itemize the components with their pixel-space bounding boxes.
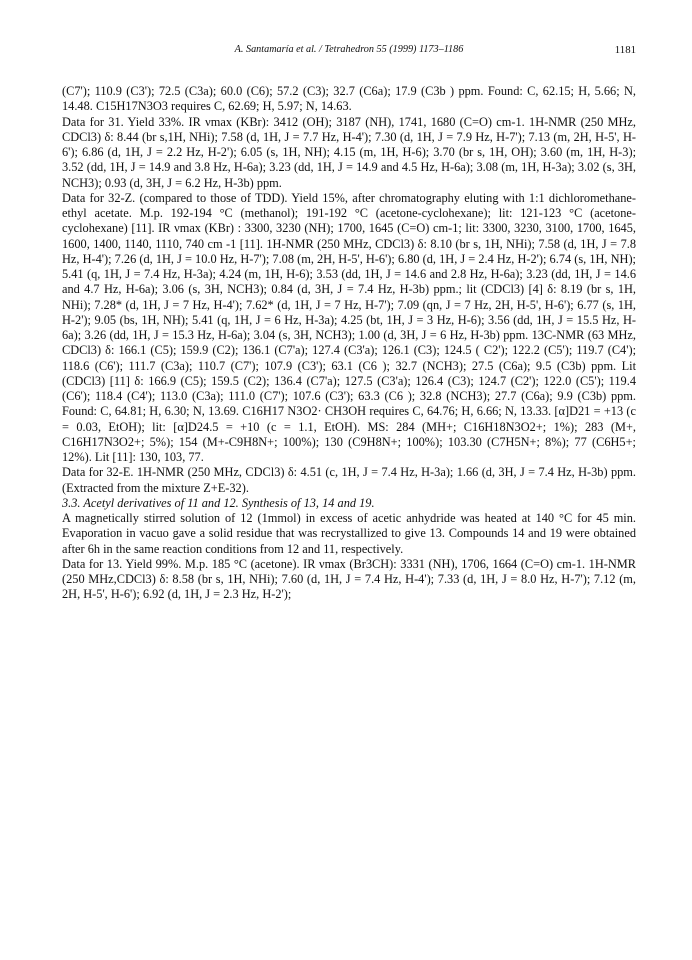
paragraph-c7-data: (C7'); 110.9 (C3'); 72.5 (C3a); 60.0 (C6); 57.2 (C3); 32.7 (C6a); 17.9 (C3b ) ppm. Found: C, 62.15; H, 5.66; N, 14.48. C15H17N3O3 requires C, 62.69; H, 5.97; N, 14.63.	[62, 84, 636, 114]
running-head: A. Santamaría et al. / Tetrahedron 55 (1999) 1173–1186	[234, 44, 464, 55]
body-text	[62, 84, 636, 603]
page-header	[62, 44, 636, 62]
paragraph-data-31: Data for 31. Yield 33%. IR νmax (KBr): 3412 (OH); 3187 (NH), 1741, 1680 (C=O) cm-1. 1H-NMR (250 MHz, CDCl3) δ: 8.44 (br s,1H, NHi); 7.58 (d, 1H, J = 7.7 Hz, H-4'); 7.30 (d, 1H, J = 7.9 Hz, H-7'); 7.13 (m, 2H, H-5', H-6'); 6.86 (d, 1H, J = 2.2 Hz, H-2'); 6.05 (s, 1H, NH); 4.15 (m, 1H, H-6); 3.70 (br s, 1H, OH); 3.60 (m, 1H, H-3); 3.52 (dd, 1H, J = 14.9 and 3.8 Hz, H-6a); 3.23 (dd, 1H, J = 14.9 and 4.5 Hz, H-6a); 3.08 (m, 1H, H-3a); 3.02 (s, 3H, NCH3); 0.93 (d, 3H, J = 6.2 Hz, H-3b) ppm.	[62, 114, 636, 190]
paragraph-data-13: Data for 13. Yield 99%. M.p. 185 °C (acetone). IR νmax (Br3CH): 3331 (NH), 1706, 1664 (C=O) cm-1. 1H-NMR (250 MHz,CDCl3) δ: 8.58 (br s, 1H, NHi); 7.60 (d, 1H, J = 7.4 Hz, H-4'); 7.33 (d, 1H, J = 8.0 Hz, H-7'); 7.12 (m, 2H, H-5', H-6'); 6.92 (d, 1H, J = 2.3 Hz, H-2');	[62, 556, 636, 602]
page-number: 1181	[614, 44, 636, 56]
paragraph-procedure: A magnetically stirred solution of 12 (1mmol) in excess of acetic anhydride was heated at 140 °C for 45 min. Evaporation in vacuo gave a solid residue that was recrystallized to give 13. Compounds 14 and 19 were obtained after 6h in the same reaction conditions from 12 and 11, respectively.	[62, 511, 636, 556]
section-heading: 3.3. Acetyl derivatives of 11 and 12. Synthesis of 13, 14 and 19.	[62, 495, 375, 510]
paragraph-data-32e: Data for 32-E. 1H-NMR (250 MHz, CDCl3) δ: 4.51 (c, 1H, J = 7.4 Hz, H-3a); 1.66 (d, 3H, J = 7.4 Hz, H-3b) ppm. (Extracted from the mixture Z+E-32).	[62, 465, 636, 495]
paragraph-data-32z: Data for 32-Z. (compared to those of TDD). Yield 15%, after chromatography eluting with 1:1 dichloromethane-ethyl acetate. M.p. 192-194 °C (methanol); 191-192 °C (acetone-cyclohexane); lit: 121-123 °C (acetone-cyclohexane) [11]. IR νmax (KBr) : 3300, 3230 (NH); 1700, 1645 (C=O) cm-1; lit: 3300, 3230, 3100, 1700, 1645, 1600, 1400, 1140, 1110, 740 cm -1 [11]. 1H-NMR (250 MHz, CDCl3) δ: 8.10 (br s, 1H, NHi); 7.58 (d, 1H, J = 7.8 Hz, H-4'); 7.26 (d, 1H, J = 10.0 Hz, H-7'); 7.08 (m, 2H, H-5', H-6'); 6.80 (d, 1H, J = 2.4 Hz, H-2'); 6.74 (s, 1H, NH); 5.41 (q, 1H, J = 7.4 Hz, H-3a); 4.24 (m, 1H, H-6); 3.53 (dd, 1H, J = 14.6 and 2.8 Hz, H-6a); 3.23 (dd, 1H, J = 14.6 and 4.7 Hz, H-6a); 3.06 (s, 3H, NCH3); 0.84 (d, 3H, J = 7.4 Hz, H-3b) ppm.; lit (CDCl3) [4] δ: 8.19 (br s, 1H, NHi); 7.28* (d, 1H, J = 7 Hz, H-4'); 7.62* (d, 1H, J = 7 Hz, H-7'); 7.09 (qn, J = 7 Hz, 2H, H-5', H-6'); 6.77 (s, 1H, H-2'); 9.05 (bs, 1H, NH); 5.41 (q, 1H, J = 6 Hz, H-3a); 4.25 (bt, 1H, J = 3 Hz, H-6); 3.56 (dd, 1H, J = 15.5 Hz, H-6a); 3.26 (dd, 1H, J = 15.3 Hz, H-6a); 3.04 (s, 3H, NCH3); 1.00 (d, 3H, J = 6 Hz, H-3b) ppm. 13C-NMR (63 MHz, CDCl3) δ: 166.1 (C5); 159.9 (C2); 136.1 (C7'a); 127.4 (C3'a); 126.1 (C3); 124.5 ( C2'); 122.2 (C5'); 119.7 (C4'); 118.6 (C6'); 111.7 (C3a); 110.7 (C7'); 107.9 (C3'); 63.1 (C6 ); 32.7 (NCH3); 27.5 (C6a); 9.5 (C3b) ppm. Lit (CDCl3) [11] δ: 166.9 (C5); 159.5 (C2); 136.4 (C7'a); 127.5 (C3'a); 126.4 (C3); 124.7 (C2'); 122.0 (C5'); 119.4 (C6'); 118.4 (C4'); 113.0 (C3a); 111.0 (C7'); 107.6 (C3'); 63.3 (C6 ); 32.8 (NCH3); 27.7 (C6a); 9.9 (C3b) ppm. Found: C, 64.81; H, 6.30; N, 13.69. C16H17 N3O2· CH3OH requires C, 64.76; H, 6.66; N, 13.33. [α]D21 = +13 (c = 0.03, EtOH); lit: [α]D24.5 = +10 (c = 1.1, EtOH). MS: 284 (MH+; C16H18N3O2+; 1%); 283 (M+, C16H17N3O2+; 5%); 154 (M+-C9H8N+; 100%); 130 (C9H8N+; 100%); 103.30 (C7H5N+; 8%); 77 (C6H5+; 12%). Lit [11]: 130, 103, 77.	[62, 190, 636, 464]
